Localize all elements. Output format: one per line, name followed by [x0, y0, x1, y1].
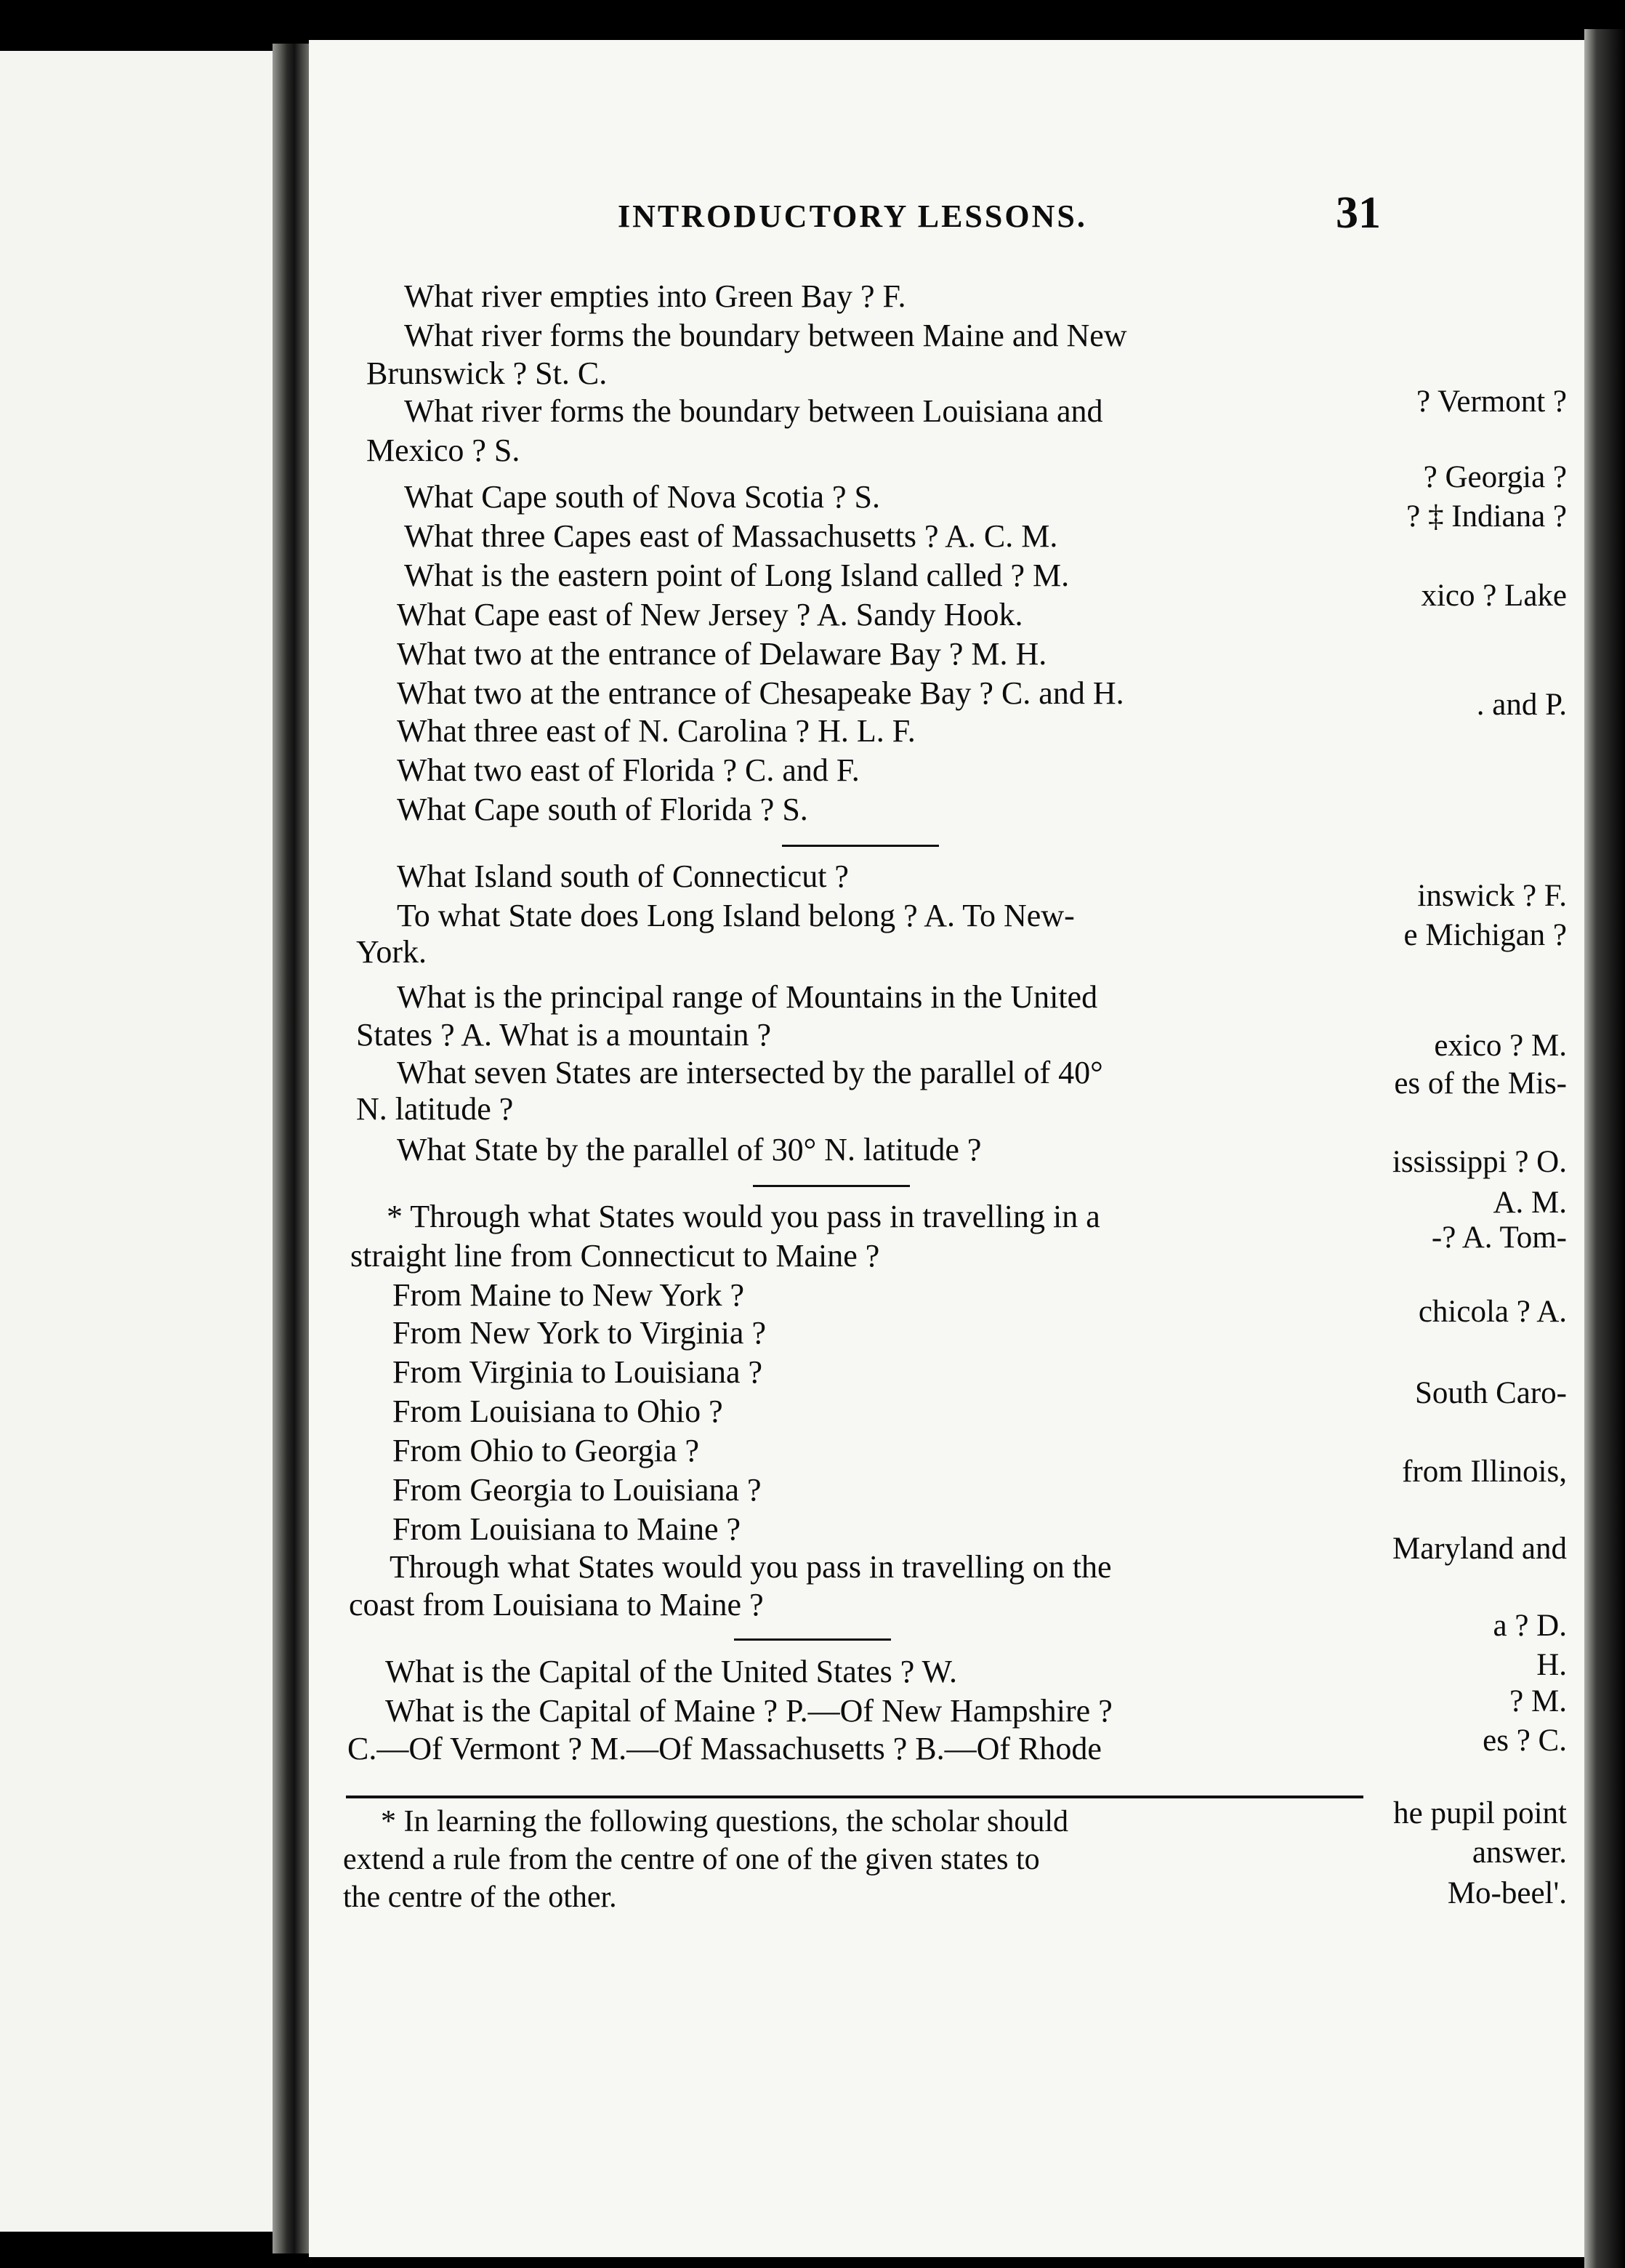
- section-divider: [734, 1638, 891, 1641]
- text-line: What river empties into Green Bay ? F.: [404, 278, 906, 314]
- left-line: ? M.: [1509, 1684, 1567, 1718]
- left-line: ? Vermont ?: [1416, 385, 1567, 419]
- text-line: What two east of Florida ? C. and F.: [397, 752, 860, 788]
- left-line: from Illinois,: [1402, 1455, 1567, 1489]
- left-line: answer.: [1472, 1835, 1567, 1870]
- text-line: What river forms the boundary between Maine and New: [404, 318, 1127, 353]
- text-line: straight line from Connecticut to Maine ?: [350, 1238, 880, 1274]
- text-line: York.: [356, 934, 427, 970]
- left-line: -? A. Tom-: [1431, 1221, 1567, 1255]
- text-line: From Louisiana to Ohio ?: [392, 1394, 723, 1429]
- text-line: What is the principal range of Mountains in the United: [397, 979, 1098, 1015]
- text-line: From Virginia to Louisiana ?: [392, 1354, 763, 1390]
- left-line: inswick ? F.: [1417, 879, 1567, 913]
- text-line: What is the Capital of Maine ? P.—Of New Hampshire ?: [385, 1693, 1113, 1729]
- text-line: What river forms the boundary between Louisiana and: [404, 393, 1103, 429]
- text-line: What two at the entrance of Chesapeake Bay ? C. and H.: [397, 675, 1124, 711]
- text-line: What is the eastern point of Long Island called ? M.: [404, 558, 1070, 593]
- left-page: [0, 51, 273, 2232]
- footnote-line: extend a rule from the centre of one of the given states to: [343, 1843, 1040, 1876]
- text-line: From Georgia to Louisiana ?: [392, 1472, 762, 1508]
- text-line: What Cape south of Florida ? S.: [397, 792, 808, 827]
- footnote-rule: [346, 1796, 1363, 1798]
- left-line: chicola ? A.: [1418, 1295, 1567, 1329]
- page-number: 31: [1336, 188, 1381, 238]
- running-header: INTRODUCTORY LESSONS.: [618, 198, 1087, 234]
- left-line: . and P.: [1476, 688, 1567, 722]
- text-line: To what State does Long Island belong ? A. To New-: [397, 898, 1075, 933]
- page-edge-shadow: [1584, 29, 1625, 2268]
- text-line: What three Capes east of Massachusetts ? A. C. M.: [404, 518, 1058, 554]
- text-line: From Maine to New York ?: [392, 1277, 744, 1313]
- left-line: es of the Mis-: [1394, 1066, 1567, 1101]
- left-line: ? Georgia ?: [1423, 460, 1567, 494]
- text-line: From Louisiana to Maine ?: [392, 1511, 741, 1547]
- left-line: e Michigan ?: [1403, 918, 1567, 952]
- text-line: What Cape east of New Jersey ? A. Sandy Hook.: [397, 597, 1023, 632]
- left-line: es ? C.: [1483, 1724, 1567, 1758]
- text-line: What is the Capital of the United States ? W.: [385, 1654, 957, 1689]
- text-line: What Island south of Connecticut ?: [397, 858, 849, 894]
- text-line: * Through what States would you pass in travelling in a: [387, 1199, 1100, 1234]
- book-spine-gutter: [273, 44, 309, 2253]
- text-line: Brunswick ? St. C.: [366, 355, 608, 391]
- text-line: coast from Louisiana to Maine ?: [349, 1587, 764, 1622]
- left-line: xico ? Lake: [1421, 579, 1567, 613]
- text-line: What two at the entrance of Delaware Bay ? M. H.: [397, 636, 1047, 672]
- left-line: exico ? M.: [1434, 1029, 1567, 1063]
- left-line: a ? D.: [1493, 1609, 1567, 1643]
- left-line: he pupil point: [1393, 1796, 1567, 1830]
- left-line: ? ‡ Indiana ?: [1406, 499, 1567, 534]
- text-line: From New York to Virginia ?: [392, 1315, 766, 1351]
- text-line: States ? A. What is a mountain ?: [356, 1017, 772, 1053]
- text-line: What Cape south of Nova Scotia ? S.: [404, 479, 880, 515]
- footnote-line: the centre of the other.: [343, 1881, 617, 1914]
- left-line: ississippi ? O.: [1392, 1145, 1567, 1179]
- section-divider: [753, 1185, 910, 1187]
- footnote-line: * In learning the following questions, the scholar should: [381, 1805, 1069, 1838]
- left-line: H.: [1536, 1648, 1567, 1682]
- text-line: What State by the parallel of 30° N. latitude ?: [397, 1132, 982, 1167]
- left-line: A. M.: [1493, 1186, 1567, 1220]
- text-line: From Ohio to Georgia ?: [392, 1433, 700, 1468]
- text-line: What seven States are intersected by the parallel of 40°: [397, 1055, 1103, 1090]
- text-line: C.—Of Vermont ? M.—Of Massachusetts ? B.—Of Rhode: [347, 1731, 1102, 1766]
- left-line: Mo-beel'.: [1447, 1876, 1567, 1910]
- left-line: Maryland and: [1392, 1532, 1567, 1566]
- left-line: South Caro-: [1414, 1376, 1567, 1410]
- text-line: N. latitude ?: [356, 1091, 514, 1127]
- section-divider: [782, 845, 939, 847]
- text-line: What three east of N. Carolina ? H. L. F.: [397, 713, 916, 749]
- text-line: Mexico ? S.: [366, 433, 520, 468]
- text-line: Through what States would you pass in travelling on the: [390, 1549, 1112, 1585]
